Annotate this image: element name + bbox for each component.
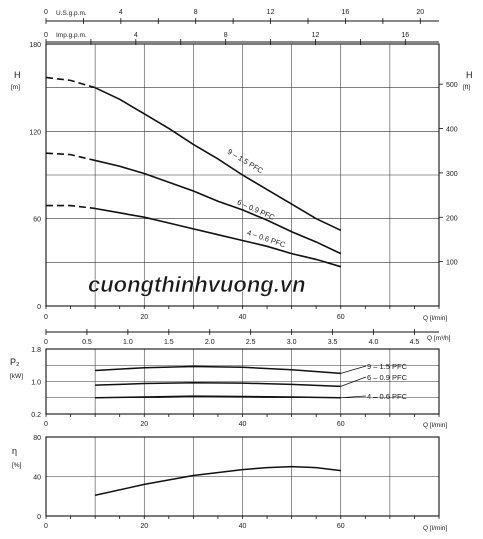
head-curve-dashed xyxy=(46,153,95,160)
head-y-label: H xyxy=(14,70,21,80)
head-right-label: H xyxy=(466,70,473,80)
top-flow-axes xyxy=(44,9,439,45)
power-x-unit: Q [l/min] xyxy=(423,422,448,429)
power-x-tick-label: 40 xyxy=(238,421,247,428)
imp-gpm-label: Imp.g.p.m. xyxy=(56,32,87,39)
head-panel xyxy=(29,42,457,346)
watermark: cuongthinhvuong.vn xyxy=(88,272,306,297)
eff-y-tick-label: 80 xyxy=(33,435,41,442)
us-gpm-label: U.S.g.p.m. xyxy=(56,10,87,17)
m3h-tick-label: 2.5 xyxy=(245,339,256,346)
head-y-tick-label: 120 xyxy=(29,129,41,137)
imp-gpm-tick-label: 4 xyxy=(133,32,138,39)
power-y-tick-label: 1.0 xyxy=(31,379,41,387)
eff-x-unit: Q [l/min] xyxy=(423,525,448,532)
power-curve xyxy=(95,366,341,373)
eff-y-tick-label: 40 xyxy=(33,474,41,482)
head-series-label: 9 – 1.5 PFC xyxy=(225,146,265,176)
m3h-tick-label: 3.5 xyxy=(327,339,338,346)
head-right-tick-label: 100 xyxy=(446,259,458,267)
head-y-tick-label: 60 xyxy=(33,216,41,224)
head-x-tick-label: 40 xyxy=(238,314,247,321)
power-series-label: 9 – 1.5 PFC xyxy=(367,362,408,371)
head-x-unit: Q [l/min] xyxy=(423,315,448,322)
efficiency-curve xyxy=(95,467,341,496)
head-y-tick-label: 180 xyxy=(29,42,41,49)
power-y-unit: [kW] xyxy=(10,373,23,380)
power-y-tick-label: 0.2 xyxy=(31,412,41,419)
m3h-tick-label: 2.0 xyxy=(204,339,215,346)
head-series-label: 6 – 0.9 PFC xyxy=(235,197,277,223)
us-gpm-tick-label: 16 xyxy=(341,9,350,16)
head-y-unit: [m] xyxy=(11,84,21,91)
m3h-tick-label: 3.0 xyxy=(286,339,297,346)
power-leader-line xyxy=(341,366,366,373)
head-m3h-unit: Q [m³/h] xyxy=(427,335,451,342)
head-x-tick-label: 20 xyxy=(140,314,149,321)
eff-x-tick-label: 20 xyxy=(140,523,149,530)
m3h-tick-label: 1.5 xyxy=(163,339,174,346)
head-series-label: 4 – 0.6 PFC xyxy=(245,227,287,250)
m3h-tick-label: 4.5 xyxy=(409,339,420,346)
head-right-tick-label: 400 xyxy=(446,126,458,134)
head-x-tick-label: 0 xyxy=(44,314,48,321)
imp-gpm-tick-label: 16 xyxy=(401,32,410,39)
power-x-tick-label: 0 xyxy=(44,421,48,428)
m3h-tick-label: 0.5 xyxy=(82,339,92,346)
efficiency-panel xyxy=(33,435,439,530)
head-curve xyxy=(95,88,341,231)
imp-gpm-tick-label: 12 xyxy=(311,32,320,39)
m3h-tick-label: 4.0 xyxy=(368,339,379,346)
power-y-tick-label: 1.8 xyxy=(31,347,41,354)
head-right-tick-label: 500 xyxy=(446,82,458,90)
us-gpm-tick-label: 8 xyxy=(193,9,198,16)
eff-x-tick-label: 60 xyxy=(336,523,345,530)
eff-x-tick-label: 0 xyxy=(44,523,48,530)
power-series-label: 6 – 0.9 PFC xyxy=(367,373,408,382)
head-curve xyxy=(95,160,341,253)
eff-y-tick-label: 0 xyxy=(37,514,41,521)
head-right-tick-label: 200 xyxy=(446,215,458,223)
us-gpm-tick-label: 0 xyxy=(44,9,48,16)
head-x-tick-label: 60 xyxy=(336,314,345,321)
head-curve-dashed xyxy=(46,206,95,209)
eff-y-label: η xyxy=(12,446,18,456)
m3h-tick-label: 0 xyxy=(44,339,48,346)
m3h-tick-label: 1.0 xyxy=(123,339,133,346)
power-x-tick-label: 60 xyxy=(336,421,345,428)
power-panel xyxy=(31,347,439,428)
power-curve xyxy=(95,383,341,387)
power-x-tick-label: 20 xyxy=(140,421,149,428)
power-series-label: 4 – 0.6 PFC xyxy=(367,392,408,401)
eff-x-tick-label: 40 xyxy=(238,523,247,530)
us-gpm-tick-label: 20 xyxy=(416,9,425,16)
imp-gpm-tick-label: 0 xyxy=(44,32,48,39)
eff-y-unit: [%] xyxy=(12,462,22,469)
head-curve-dashed xyxy=(46,77,95,87)
head-y-tick-label: 0 xyxy=(37,304,41,311)
us-gpm-tick-label: 12 xyxy=(266,9,275,16)
power-y-label: P₂ xyxy=(10,357,20,367)
us-gpm-tick-label: 4 xyxy=(118,9,123,16)
head-right-tick-label: 300 xyxy=(446,170,458,178)
imp-gpm-tick-label: 8 xyxy=(223,32,228,39)
head-right-unit: [ft] xyxy=(463,84,471,91)
